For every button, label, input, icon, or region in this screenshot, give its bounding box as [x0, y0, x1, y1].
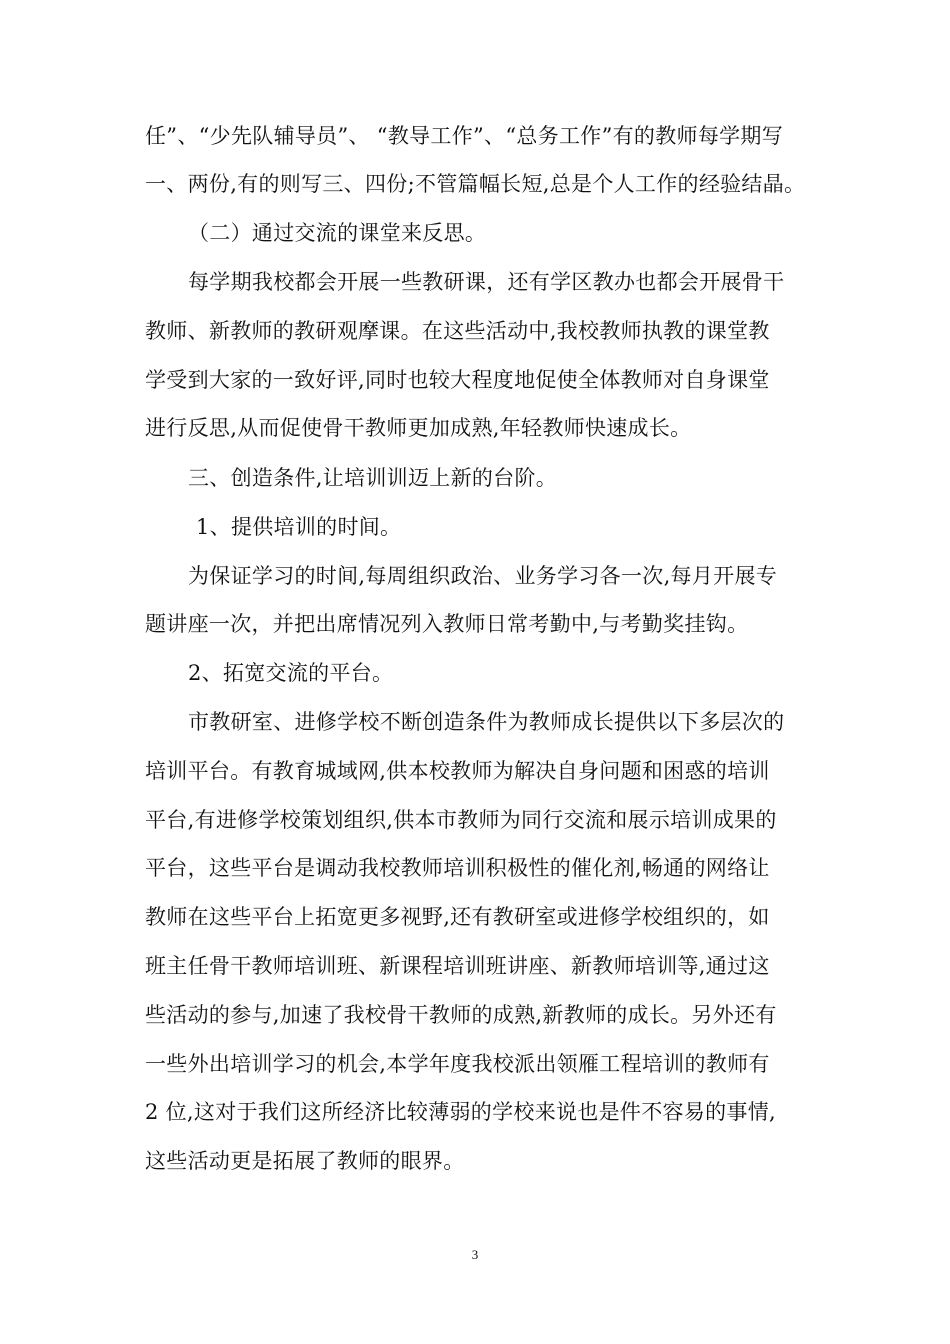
- subsection-heading: 1、提供培训的时间。: [196, 515, 402, 539]
- body-text-line: 班主任骨干教师培训班、新课程培训班讲座、新教师培训等,通过这: [145, 954, 770, 978]
- body-text-line: 一、两份,有的则写三、四份;不管篇幅长短,总是个人工作的经验结晶。: [145, 172, 806, 196]
- page-number: 3: [471, 1247, 479, 1262]
- body-text-line: 市教研室、进修学校不断创造条件为教师成长提供以下多层次的: [188, 710, 785, 734]
- body-text-line: 这些活动更是拓展了教师的眼界。: [145, 1149, 465, 1173]
- body-text-line: 教师、新教师的教研观摩课。在这些活动中,我校教师执教的课堂教: [145, 319, 770, 343]
- body-text-line: 学受到大家的一致好评,同时也较大程度地促使全体教师对自身课堂: [145, 368, 770, 392]
- section-heading: 三、创造条件,让培训训迈上新的台阶。: [188, 466, 558, 490]
- subsection-heading: 2、拓宽交流的平台。: [188, 661, 394, 685]
- body-text-line: 任”、“少先队辅导员”、 “教导工作”、“总务工作”有的教师每学期写: [145, 124, 784, 148]
- body-text-line: 题讲座一次，并把出席情况列入教师日常考勤中,与考勤奖挂钩。: [145, 612, 749, 636]
- body-text-line: 教师在这些平台上拓宽更多视野,还有教研室或进修学校组织的，如: [145, 905, 770, 929]
- body-text-line: 2 位,这对于我们这所经济比较薄弱的学校来说也是件不容易的事情,: [145, 1100, 776, 1124]
- body-text-line: 一些外出培训学习的机会,本学年度我校派出领雁工程培训的教师有: [145, 1052, 770, 1076]
- body-text-line: 为保证学习的时间,每周组织政治、业务学习各一次,每月开展专: [188, 564, 778, 588]
- body-text-line: 培训平台。有教育城域网,供本校教师为解决自身问题和困惑的培训: [145, 759, 770, 783]
- body-text-line: 每学期我校都会开展一些教研课，还有学区教办也都会开展骨干: [188, 270, 785, 294]
- section-heading: （二）通过交流的课堂来反思。: [188, 221, 487, 245]
- body-text-line: 进行反思,从而促使骨干教师更加成熟,年轻教师快速成长。: [145, 416, 692, 440]
- body-text-line: 平台，这些平台是调动我校教师培训积极性的催化剂,畅通的网络让: [145, 856, 770, 880]
- body-text-line: 些活动的参与,加速了我校骨干教师的成熟,新教师的成长。另外还有: [145, 1003, 777, 1027]
- body-text-line: 平台,有进修学校策划组织,供本市教师为同行交流和展示培训成果的: [145, 808, 777, 832]
